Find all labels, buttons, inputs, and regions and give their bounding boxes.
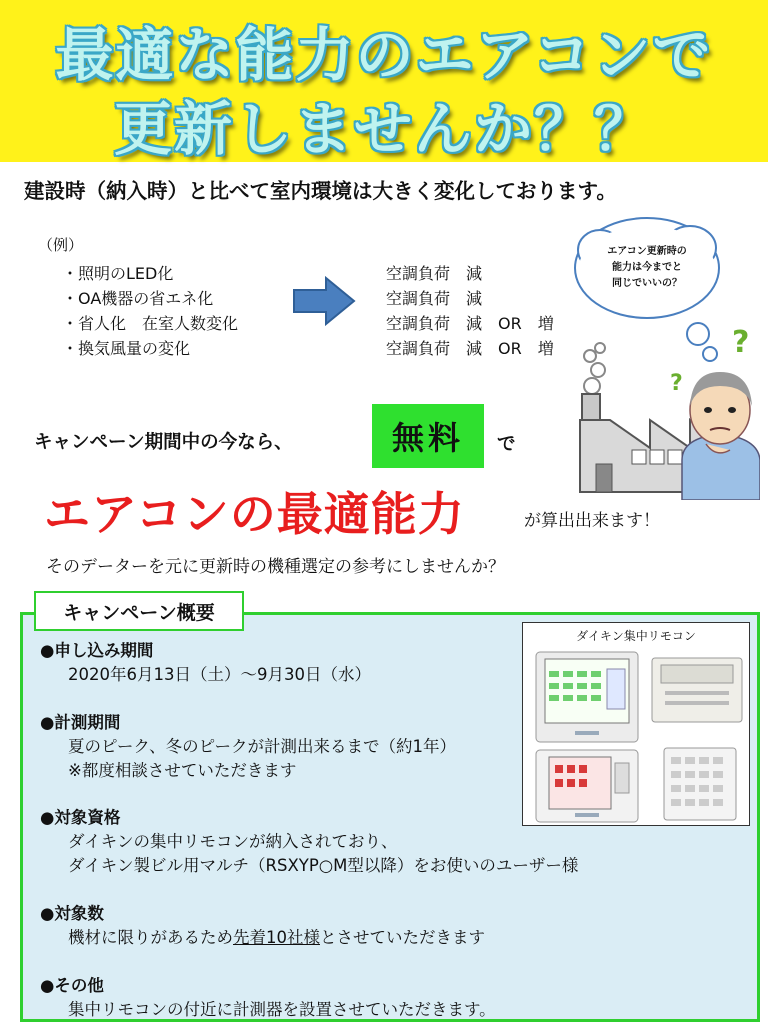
thought-line: 同じでいいの？: [612, 278, 682, 289]
example-item: ・省人化 在室人数変化: [62, 314, 239, 333]
title-banner: [0, 0, 768, 162]
calc-text: が算出出来ます！: [524, 511, 660, 531]
section-heading: ●申し込み期間: [40, 641, 154, 660]
smoke-icon: [584, 343, 605, 394]
question-mark-icon: ?: [670, 371, 683, 396]
remote-controller-standard-icon: [651, 657, 743, 723]
example-item: ・換気風量の変化: [62, 339, 191, 358]
section-line: 集中リモコンの付近に計測器を設置させていただきます。: [68, 1000, 496, 1019]
load-effect-item: 空調負荷 減: [386, 289, 483, 308]
right-arrow-icon: [292, 276, 356, 326]
free-badge: 無料: [372, 404, 484, 468]
section-line: ダイキン製ビル用マルチ（RSXYP○M型以降）をお使いのユーザー様: [68, 856, 579, 875]
summary-section-other: [40, 974, 496, 1022]
remote-controller-button-grid-icon: [663, 747, 737, 821]
section-line: [40, 926, 485, 950]
headline-optimal-capacity: エアコンの最適能力: [44, 487, 465, 541]
thought-bubble: [575, 218, 719, 361]
summary-section-application-period: [40, 639, 371, 687]
section-line: ダイキンの集中リモコンが納入されており、: [68, 832, 398, 851]
load-effect-list: [386, 261, 554, 361]
example-list: [62, 261, 238, 361]
summary-section-measurement-period: [40, 711, 456, 783]
summary-section-count: [40, 902, 485, 950]
example-item: ・OA機器の省エネ化: [62, 289, 214, 308]
count-text-underlined: 先着10社様: [233, 928, 320, 947]
section-line: 夏のピーク、冬のピークが計測出来るまで（約1年）: [68, 737, 457, 756]
remote-controller-color-icon: [535, 749, 639, 823]
section-heading: ●対象資格: [40, 808, 121, 827]
remote-panel-title: ダイキン集中リモコン: [576, 629, 696, 643]
example-item: ・照明のLED化: [62, 264, 174, 283]
page-title-line-1: 最適な能力のエアコンで: [55, 21, 713, 89]
count-text-pre: 機材に限りがあるため: [68, 928, 233, 947]
section-heading: ●その他: [40, 976, 104, 995]
question-text: そのデーターを元に更新時の機種選定の参考にしませんか？: [46, 557, 505, 577]
example-label: （例）: [38, 236, 84, 254]
section-heading: ●対象数: [40, 904, 104, 923]
load-effect-item: 空調負荷 減: [386, 264, 483, 283]
subtitle: 建設時（納入時）と比べて室内環境は大きく変化しております。: [24, 179, 617, 203]
remote-controller-panel: [522, 622, 750, 826]
count-text-post: とさせていただきます: [320, 928, 485, 947]
summary-section-eligibility: [40, 806, 578, 878]
load-effect-item: 空調負荷 減 OR 増: [386, 339, 554, 358]
section-line: ※都度相談させていただきます: [68, 761, 297, 780]
campaign-text: キャンペーン期間中の今なら、: [34, 432, 293, 453]
particle-de: で: [497, 434, 516, 455]
summary-tab-label: キャンペーン概要: [34, 591, 244, 631]
remote-controller-touch-icon: [535, 651, 639, 743]
page-title-line-2: 更新しませんか？？: [113, 95, 654, 163]
section-heading: ●計測期間: [40, 713, 121, 732]
thought-line: エアコン更新時の: [607, 246, 687, 257]
load-effect-item: 空調負荷 減 OR 増: [386, 314, 554, 333]
thought-line: 能力は今までと: [612, 262, 682, 273]
question-mark-icon: ?: [732, 325, 750, 360]
worried-man-factory-illustration: [570, 210, 760, 500]
section-line: 2020年6月13日（土）～9月30日（水）: [68, 665, 371, 684]
